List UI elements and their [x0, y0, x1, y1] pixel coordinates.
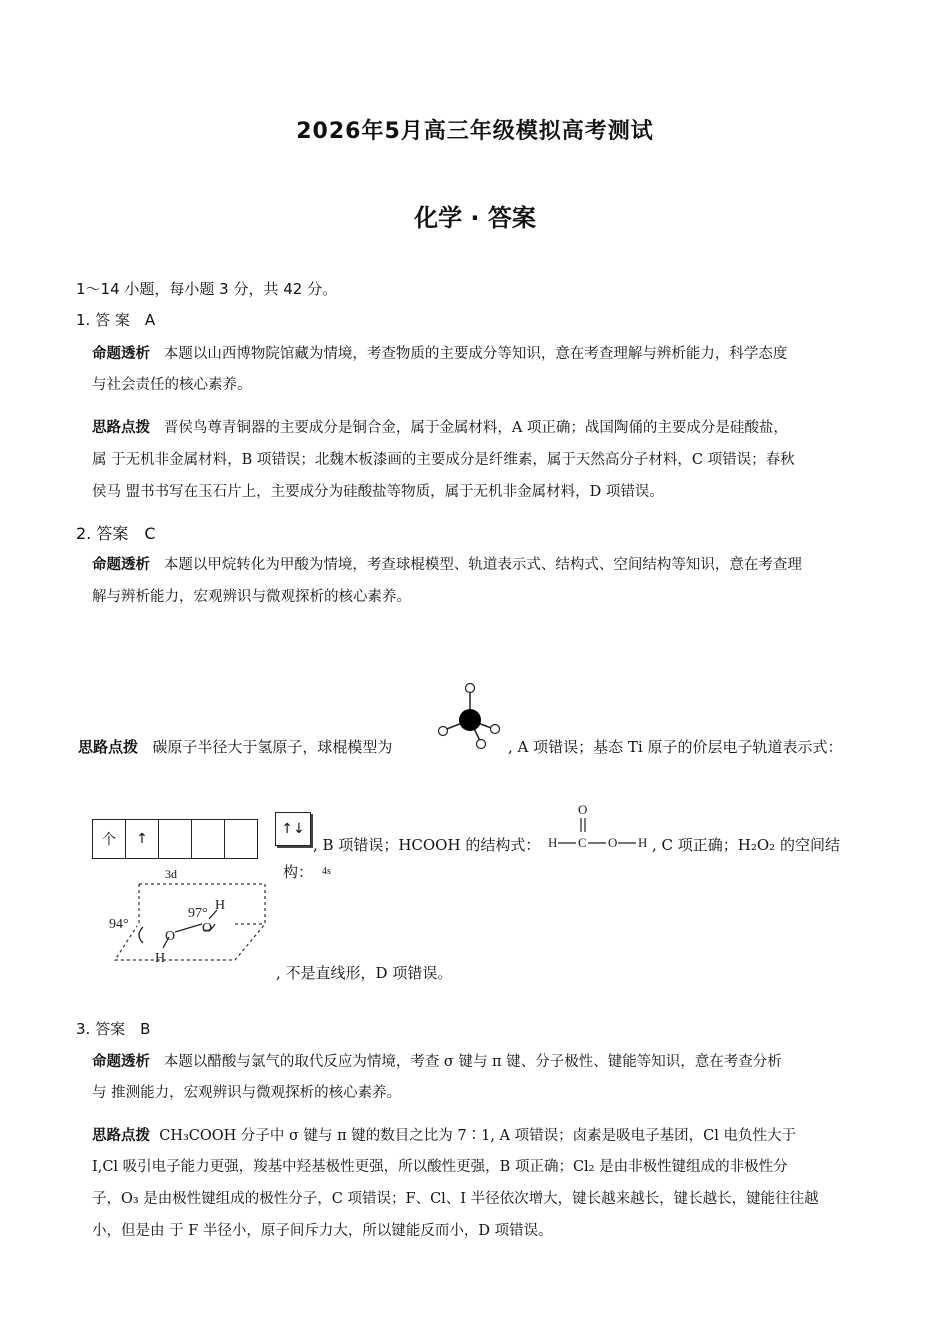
q2-text-f: , 不是直线形，D 项错误。 — [276, 964, 453, 982]
q2-mingti-line2: 解与辨析能力，宏观辨识与微观探析的核心素养。 — [92, 589, 411, 605]
orbital-cell: ↑ — [125, 819, 159, 859]
q3-silu-line4: 小，但是由 于 F 半径小，原子间斥力大，所以键能反而小，D 项错误。 — [92, 1223, 553, 1239]
h2o2-h-bottom: H — [155, 951, 166, 966]
q2-text-d: , C 项正确；H₂O₂ 的空间结 — [652, 836, 840, 854]
q1-mingti-line2: 与社会责任的核心素养。 — [92, 377, 252, 393]
q3-heading: 3. 答案 B — [76, 1020, 151, 1038]
q3-silu-line2: I,Cl 吸引电子能力更强，羧基中羟基极性更强，所以酸性更强，B 项正确；Cl₂ 是由非极性键组成的非极性分 — [92, 1159, 788, 1175]
hcooh-h1: H — [548, 835, 558, 850]
q1-silu-line3: 侯马 盟书书写在玉石片上，主要成分为硅酸盐等物质，属于无机非金属材料，D 项错误。 — [92, 484, 664, 500]
q1-silu-line2: 属 于无机非金属材料，B 项错误；北魏木板漆画的主要成分是纤维素，属于天然高分子材料，C 项错误；春秋 — [92, 452, 795, 468]
q2-text-e: 构： — [283, 863, 314, 881]
q2-mingti-text1: 本题以甲烷转化为甲酸为情境，考查球棍模型、轨道表示式、结构式、空间结构等知识，意在考查理 — [163, 557, 802, 573]
q3-mingti-text1: 本题以醋酸与氯气的取代反应为情境，考查 σ 键与 π 键、分子极性、键能等知识，意在考查分析 — [163, 1054, 782, 1070]
h2o2-o-right: O — [202, 921, 213, 936]
q1-silu-label: 思路点拨 — [92, 420, 150, 436]
hcooh-o-top: O — [578, 802, 588, 817]
q2-silu-label: 思路点拨 — [78, 738, 139, 756]
q2-silu-text-a: 碳原子半径大于氢原子，球棍模型为 — [152, 738, 393, 756]
q2-silu-text-b: , A 项错误；基态 Ti 原子的价层电子轨道表示式： — [508, 738, 843, 756]
h2o2-structure — [105, 880, 275, 970]
orbital-cell — [224, 819, 258, 859]
page-title: 2026年5月高三年级模拟高考测试 — [296, 119, 654, 144]
hcooh-o: O — [608, 835, 618, 850]
orbital-3d-label: 3d — [165, 867, 177, 881]
orbital-cell — [191, 819, 225, 859]
q2-heading: 2. 答案 C — [76, 524, 156, 543]
q1-mingti-label: 命题透析 — [92, 346, 150, 362]
q2-mingti-label: 命题透析 — [92, 557, 150, 573]
q2-silu-line1 — [78, 736, 392, 757]
h2o2-angle-94: 94° — [109, 917, 129, 932]
q3-mingti-label: 命题透析 — [92, 1054, 150, 1070]
q3-mingti-line1 — [92, 1050, 782, 1071]
h2o2-angle-97: 97° — [188, 906, 208, 921]
q3-silu-line1 — [92, 1124, 796, 1145]
q1-heading: 1. 答 案 A — [76, 311, 156, 329]
page-subtitle: 化学 · 答案 — [414, 204, 536, 232]
orbital-cell: 个 — [92, 819, 126, 859]
q2-mingti-line1 — [92, 553, 802, 574]
q1-silu-text1: 晋侯鸟尊青铜器的主要成分是铜合金，属于金属材料，A 项正确；战国陶俑的主要成分是硅酸盐， — [163, 420, 788, 436]
q3-silu-text1: CH₃COOH 分子中 σ 键与 π 键的数目之比为 7∶1, A 项错误；卤素是吸电子基团，Cl 电负性大于 — [159, 1128, 796, 1144]
q1-silu-line1 — [92, 416, 788, 437]
methane-ball-stick-model — [436, 680, 506, 752]
orbital-4s-box: ↑↓ — [275, 812, 311, 846]
hcooh-c: C — [578, 835, 587, 850]
orbital-cell — [158, 819, 192, 859]
q3-silu-label: 思路点拨 — [92, 1128, 150, 1144]
intro-text: 1～14 小题，每小题 3 分，共 42 分。 — [76, 280, 338, 298]
q3-mingti-line2: 与 推测能力，宏观辨识与微观探析的核心素养。 — [92, 1085, 402, 1101]
hcooh-structure — [546, 800, 656, 852]
q1-mingti-line1 — [92, 342, 787, 363]
h2o2-h-top: H — [215, 898, 226, 913]
orbital-3d-boxes — [92, 819, 258, 859]
q3-silu-line3: 子，O₃ 是由极性键组成的极性分子，C 项错误；F、Cl、I 半径依次增大，键长越来越长，键长越长，键能往往越 — [92, 1191, 819, 1207]
q2-text-c: , B 项错误；HCOOH 的结构式： — [313, 836, 541, 854]
hcooh-h2: H — [638, 835, 648, 850]
h2o2-o-left: O — [165, 929, 176, 944]
q1-mingti-text1: 本题以山西博物院馆藏为情境，考查物质的主要成分等知识，意在考查理解与辨析能力，科学态度 — [163, 346, 788, 362]
orbital-4s-label: 4s — [322, 866, 331, 877]
